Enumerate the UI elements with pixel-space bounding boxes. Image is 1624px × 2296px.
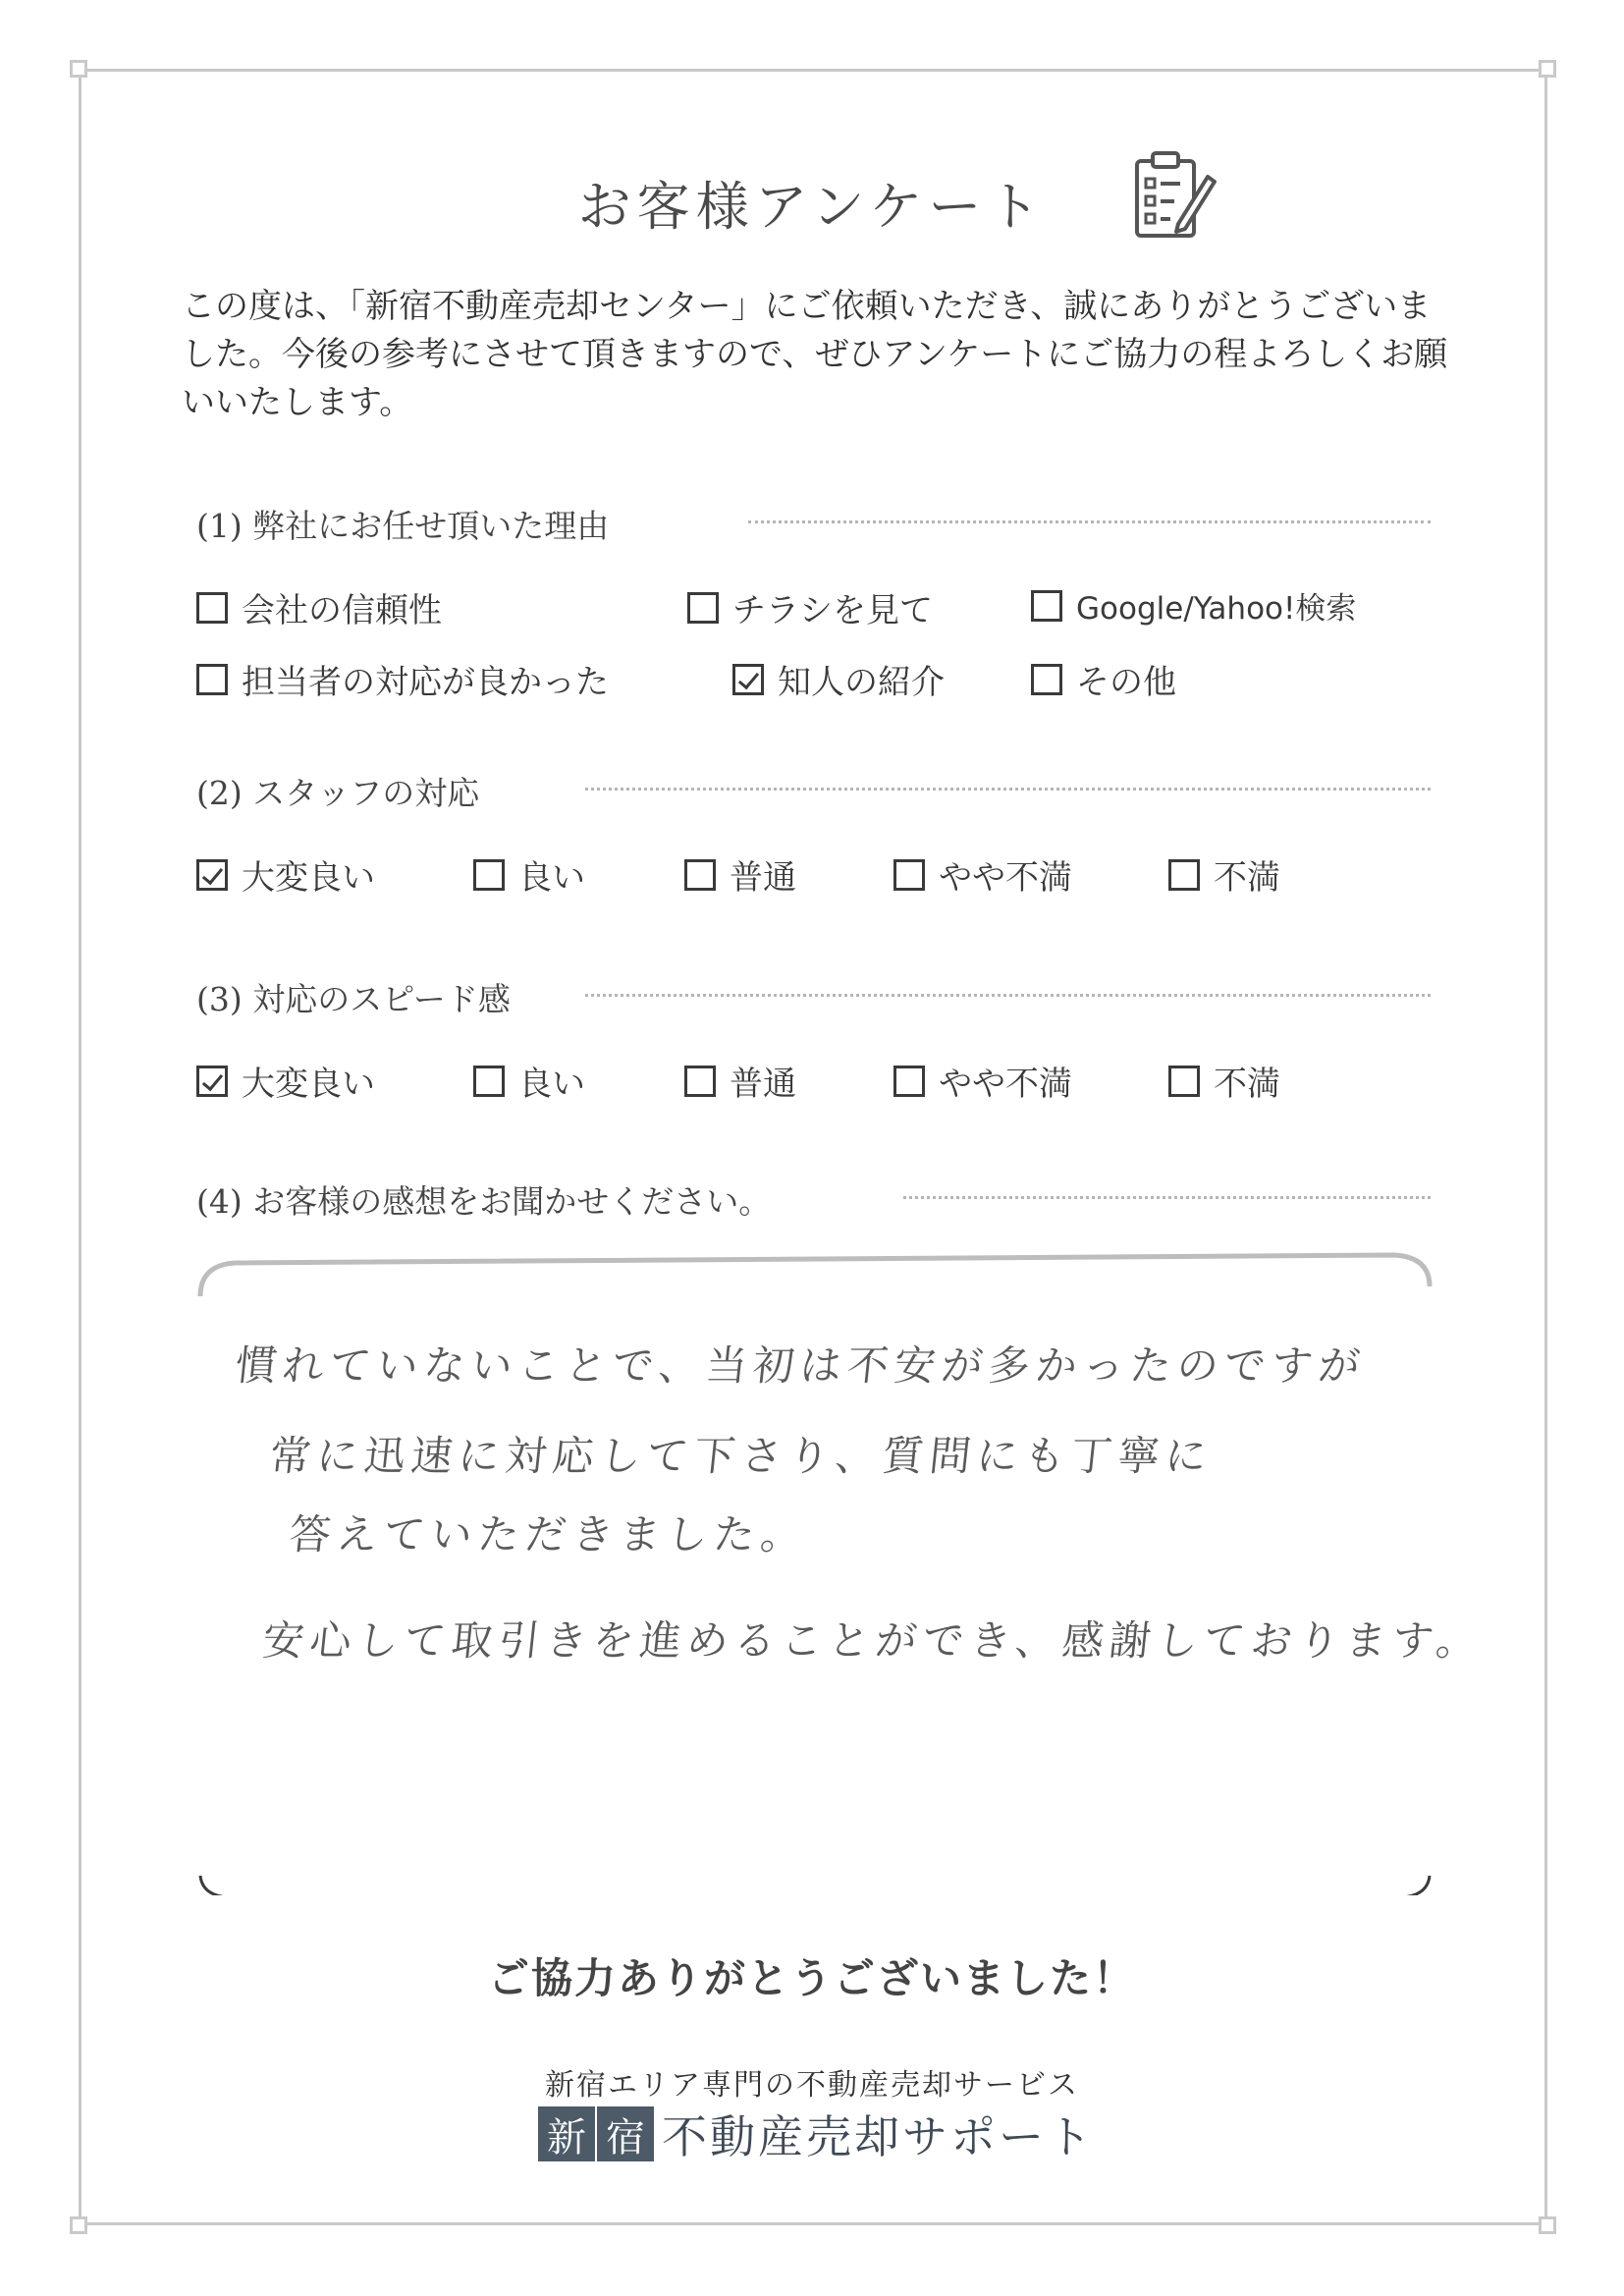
- survey-title: お客様アンケート: [577, 176, 1047, 238]
- handwritten-line: 答えていただきました。: [287, 1510, 811, 1558]
- frame-corner: [1539, 60, 1556, 78]
- checkbox[interactable]: [893, 859, 925, 891]
- frame-corner: [1539, 2216, 1556, 2234]
- q2-title: (2) スタッフの対応: [196, 774, 480, 812]
- frame-corner: [70, 60, 87, 78]
- q4-title: (4) お客様の感想をお聞かせください。: [196, 1182, 772, 1221]
- option-label: 良い: [518, 858, 585, 898]
- q3-option-very-good[interactable]: [196, 1057, 375, 1105]
- company-logo: [538, 2102, 1095, 2166]
- checkbox[interactable]: [684, 1066, 716, 1097]
- checkbox[interactable]: [473, 859, 505, 891]
- logo-text: 不動産売却サポート: [662, 2110, 1095, 2163]
- q1-option-reliability[interactable]: [196, 583, 442, 631]
- logo-badge: 新: [538, 2106, 595, 2161]
- q2-option-normal[interactable]: [684, 850, 796, 899]
- handwritten-line: 慣れていないことで、当初は不安が多かったのですが: [233, 1341, 1369, 1390]
- q1-option-referral[interactable]: [732, 655, 945, 703]
- q3-option-normal[interactable]: [684, 1057, 796, 1105]
- option-label: 普通: [730, 1065, 796, 1104]
- option-label: やや不満: [939, 1065, 1072, 1104]
- checkbox[interactable]: [687, 592, 719, 624]
- checkbox-checked[interactable]: [732, 664, 764, 695]
- checkbox[interactable]: [473, 1066, 505, 1097]
- q3-option-dissatisfied[interactable]: [1168, 1057, 1280, 1105]
- option-label: チラシを見て: [732, 591, 933, 630]
- comment-box[interactable]: [196, 1247, 1487, 1895]
- q3-title: (3) 対応のスピード感: [196, 980, 511, 1018]
- option-label: 会社の信頼性: [242, 591, 442, 630]
- checkbox-checked[interactable]: [196, 859, 228, 891]
- checkbox[interactable]: [1031, 664, 1062, 695]
- intro-text: この度は、「新宿不動産売却センター」にご依頼いただき、誠にありがとうございました。今後の参考にさせて頂きますので、ぜひアンケートにご協力の程よろしくお願いいたします。: [182, 287, 1448, 422]
- checkbox[interactable]: [1168, 1066, 1200, 1097]
- dotted-divider: [585, 788, 1431, 791]
- dotted-divider: [903, 1196, 1431, 1199]
- checkbox[interactable]: [684, 859, 716, 891]
- checkbox[interactable]: [1168, 859, 1200, 891]
- option-label: 大変良い: [242, 1065, 375, 1104]
- checkbox[interactable]: [1031, 590, 1062, 622]
- q3-option-somewhat-dissatisfied[interactable]: [893, 1057, 1072, 1105]
- clipboard-icon: [1129, 147, 1218, 246]
- option-label: 担当者の対応が良かった: [242, 663, 609, 702]
- q1-option-search[interactable]: [1031, 583, 1356, 628]
- checkbox[interactable]: [196, 664, 228, 695]
- checkbox[interactable]: [893, 1066, 925, 1097]
- handwritten-line: 安心して取引きを進めることができ、感謝しております。: [260, 1616, 1487, 1665]
- option-label: 大変良い: [242, 858, 375, 898]
- q1-title: (1) 弊社にお任せ頂いた理由: [196, 507, 610, 545]
- option-label: Google/Yahoo!検索: [1076, 591, 1357, 627]
- q2-option-good[interactable]: [473, 850, 585, 899]
- dotted-divider: [585, 994, 1431, 997]
- thanks-message: ご協力ありがとうございました！: [487, 1954, 1136, 2002]
- dotted-divider: [748, 520, 1431, 523]
- footer-tagline: 新宿エリア専門の不動産売却サービス: [545, 2068, 1079, 2103]
- q1-option-other[interactable]: [1031, 655, 1176, 703]
- q3-option-good[interactable]: [473, 1057, 585, 1105]
- option-label: やや不満: [939, 858, 1072, 898]
- q1-option-staff[interactable]: [196, 655, 609, 703]
- option-label: 良い: [518, 1065, 585, 1104]
- handwritten-line: 常に迅速に対応して下さり、質問にも丁寧に: [267, 1432, 1216, 1480]
- frame-corner: [70, 2216, 87, 2234]
- option-label: 不満: [1214, 1065, 1280, 1104]
- q2-option-dissatisfied[interactable]: [1168, 850, 1280, 899]
- option-label: 普通: [730, 858, 796, 898]
- checkbox[interactable]: [196, 592, 228, 624]
- option-label: 不満: [1214, 858, 1280, 898]
- q2-option-somewhat-dissatisfied[interactable]: [893, 850, 1072, 899]
- checkbox-checked[interactable]: [196, 1066, 228, 1097]
- logo-badge: 宿: [597, 2106, 654, 2161]
- q1-option-flyer[interactable]: [687, 583, 933, 631]
- option-label: 知人の紹介: [778, 663, 945, 702]
- q2-option-very-good[interactable]: [196, 850, 375, 899]
- option-label: その他: [1076, 663, 1176, 702]
